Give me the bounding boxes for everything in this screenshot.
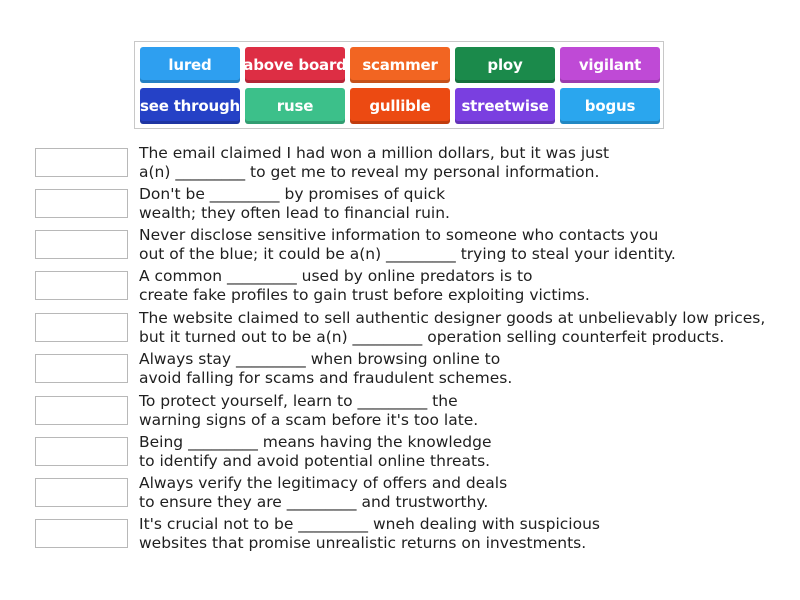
question-line: A common _________ used by online predators is to [139,267,533,285]
word-tile-see-through[interactable]: see through [140,88,240,124]
question-row [0,392,800,432]
word-tile-vigilant[interactable]: vigilant [560,47,660,83]
question-line: to ensure they are _________ and trustworthy. [139,493,489,511]
question-line: out of the blue; it could be a(n) _________ trying to steal your identity. [139,245,676,263]
question-row [0,144,800,184]
answer-drop-box[interactable] [35,148,128,177]
question-row [0,267,800,307]
answer-drop-box[interactable] [35,313,128,342]
answer-drop-box[interactable] [35,354,128,383]
question-text [139,433,491,471]
answer-drop-box[interactable] [35,271,128,300]
question-text [139,267,590,305]
question-line: wealth; they often lead to financial ruin. [139,204,450,222]
word-tile-above-board[interactable]: above board [245,47,345,83]
word-bank [134,41,664,129]
question-line: websites that promise unrealistic returns on investments. [139,534,587,552]
question-line: a(n) _________ to get me to reveal my personal information. [139,163,600,181]
word-tile-bogus[interactable]: bogus [560,88,660,124]
answer-drop-box[interactable] [35,519,128,548]
question-line: Don't be _________ by promises of quick [139,185,446,203]
question-line: Always verify the legitimacy of offers and deals [139,474,508,492]
question-line: The email claimed I had won a million dollars, but it was just [139,144,610,162]
answer-drop-box[interactable] [35,437,128,466]
question-line: It's crucial not to be _________ wneh dealing with suspicious [139,515,600,533]
question-line: warning signs of a scam before it's too late. [139,411,479,429]
answer-drop-box[interactable] [35,478,128,507]
question-line: Never disclose sensitive information to someone who contacts you [139,226,659,244]
question-row [0,515,800,555]
question-text [139,392,478,430]
question-text [139,350,512,388]
question-line: create fake profiles to gain trust before exploiting victims. [139,286,590,304]
question-text [139,309,765,347]
question-line: Being _________ means having the knowledge [139,433,492,451]
answer-drop-box[interactable] [35,230,128,259]
question-row [0,474,800,514]
word-tile-ploy[interactable]: ploy [455,47,555,83]
question-text [139,515,600,553]
word-tile-streetwise[interactable]: streetwise [455,88,555,124]
question-text [139,474,507,512]
question-text [139,185,450,223]
question-line: to identify and avoid potential online threats. [139,452,491,470]
word-tile-ruse[interactable]: ruse [245,88,345,124]
question-row [0,433,800,473]
question-row [0,185,800,225]
question-text [139,144,609,182]
question-line: avoid falling for scams and fraudulent schemes. [139,369,513,387]
word-tile-gullible[interactable]: gullible [350,88,450,124]
question-row [0,226,800,266]
question-line: The website claimed to sell authentic designer goods at unbelievably low prices, [139,309,766,327]
question-text [139,226,676,264]
question-row [0,309,800,349]
answer-drop-box[interactable] [35,396,128,425]
question-line: Always stay _________ when browsing online to [139,350,501,368]
word-tile-scammer[interactable]: scammer [350,47,450,83]
answer-drop-box[interactable] [35,189,128,218]
word-tile-lured[interactable]: lured [140,47,240,83]
question-line: but it turned out to be a(n) _________ operation selling counterfeit products. [139,328,725,346]
question-row [0,350,800,390]
question-line: To protect yourself, learn to _________ the [139,392,458,410]
